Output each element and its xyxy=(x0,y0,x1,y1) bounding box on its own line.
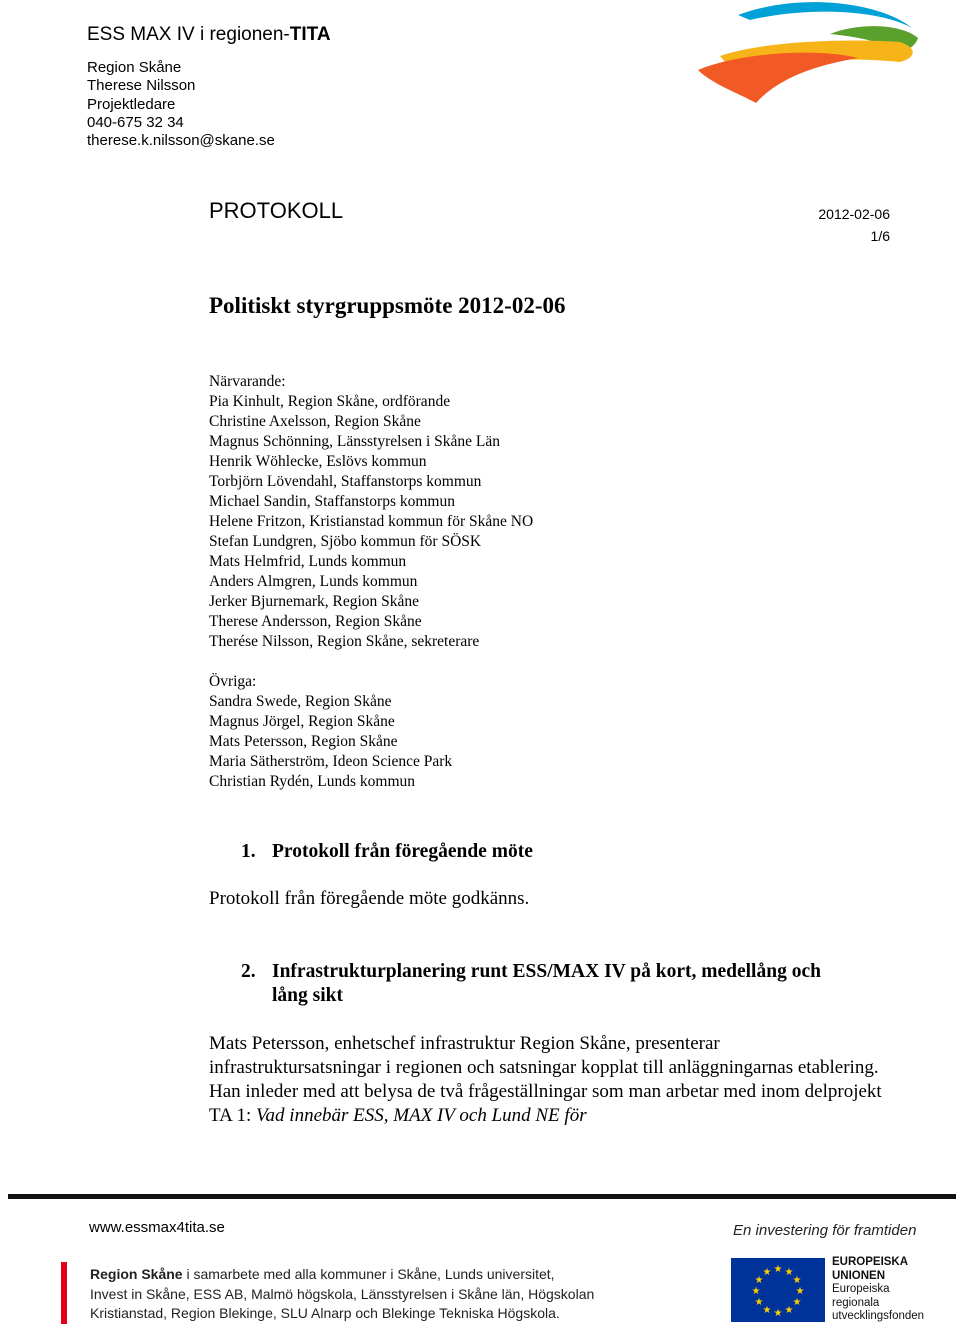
list-item: Therése Nilsson, Region Skåne, sekreterare xyxy=(209,633,480,650)
svg-text:★: ★ xyxy=(784,1305,794,1316)
svg-text:★: ★ xyxy=(795,1286,805,1297)
list-item: Sandra Swede, Region Skåne xyxy=(209,693,392,710)
svg-text:★: ★ xyxy=(754,1297,764,1308)
section-heading-text: Protokoll från föregående möte xyxy=(272,841,533,862)
section-number: 2. xyxy=(241,961,256,982)
contact-email[interactable]: therese.k.nilsson@skane.se xyxy=(87,132,275,150)
list-item: Henrik Wöhlecke, Eslövs kommun xyxy=(209,453,427,470)
document-type: PROTOKOLL xyxy=(209,198,344,223)
list-item: Christian Rydén, Lunds kommun xyxy=(209,773,416,790)
section-1-heading xyxy=(241,840,533,864)
svg-text:★: ★ xyxy=(762,1267,772,1278)
footer-divider xyxy=(8,1194,956,1199)
eu-line: Europeiska xyxy=(832,1283,890,1295)
region-skane-swoosh-logo xyxy=(690,0,930,110)
contact-organization: Region Skåne xyxy=(87,59,182,76)
project-title-bold: TITA xyxy=(289,24,331,45)
project-title-prefix: ESS MAX IV i regionen- xyxy=(87,24,290,45)
list-item: Pia Kinhult, Region Skåne, ordförande xyxy=(209,393,451,410)
contact-role: Projektledare xyxy=(87,95,176,113)
list-item: Michael Sandin, Staffanstorps kommun xyxy=(209,493,455,510)
svg-text:★: ★ xyxy=(792,1275,802,1286)
eu-line: regionala xyxy=(832,1296,880,1309)
eu-line: UNIONEN xyxy=(832,1269,886,1282)
contact-phone: 040-675 32 34 xyxy=(87,113,184,131)
document-date: 2012-02-06 xyxy=(818,206,890,222)
project-title xyxy=(87,24,331,46)
svg-text:★: ★ xyxy=(754,1275,764,1286)
section-2-body-italic: Vad innebär ESS, MAX IV och Lund NE för xyxy=(256,1105,587,1126)
footer-accent-bar xyxy=(61,1262,67,1324)
section-number: 1. xyxy=(241,841,256,862)
partners-line: Invest in Skåne, ESS AB, Malmö högskola, Länsstyrelsen i Skåne län, Högskolan xyxy=(90,1285,595,1302)
footer-partners xyxy=(90,1265,594,1324)
list-item: Stefan Lundgren, Sjöbo kommun för SÖSK xyxy=(209,533,482,550)
eu-line: EUROPEISKA xyxy=(832,1256,909,1268)
section-2-heading xyxy=(241,960,881,1008)
svg-text:★: ★ xyxy=(773,1264,783,1275)
section-2-body xyxy=(209,1032,889,1128)
section-1-body: Protokoll från föregående möte godkänns. xyxy=(209,888,530,909)
footer-url-link[interactable]: www.essmax4tita.se xyxy=(89,1219,225,1236)
contact-block xyxy=(87,59,275,150)
section-2-body-text: Mats Petersson, enhetschef infrastruktur Region Skåne, presenterar infrastruktursatsningar i regionen och satsningar kopplat till anläggningarnas etablering. Han inleder med att belysa de två frågeställningar som man arbetar med inom delprojekt TA 1: xyxy=(209,1033,882,1126)
list-item: Helene Fritzon, Kristianstad kommun för Skåne NO xyxy=(209,513,534,530)
list-item: Magnus Schönning, Länsstyrelsen i Skåne Län xyxy=(209,433,501,450)
svg-text:★: ★ xyxy=(762,1305,772,1316)
partners-lead: Region Skåne xyxy=(90,1266,183,1282)
attendees-label: Närvarande: xyxy=(209,373,286,390)
page-number: 1/6 xyxy=(870,228,890,244)
svg-text:★: ★ xyxy=(751,1286,761,1297)
partners-line: Kristianstad, Region Blekinge, SLU Alnarp och Blekinge Tekniska Högskola. xyxy=(90,1305,560,1321)
svg-text:★: ★ xyxy=(784,1267,794,1278)
footer-investment-tagline: En investering för framtiden xyxy=(733,1222,917,1239)
list-item: Magnus Jörgel, Region Skåne xyxy=(209,713,395,730)
others-list xyxy=(209,672,452,792)
svg-text:★: ★ xyxy=(773,1308,783,1319)
list-item: Jerker Bjurnemark, Region Skåne xyxy=(209,593,420,610)
list-item: Maria Sätherström, Ideon Science Park xyxy=(209,753,453,770)
section-heading-text: Infrastrukturplanering runt ESS/MAX IV på kort, medellång och xyxy=(272,961,821,982)
eu-fund-label xyxy=(832,1256,924,1324)
page-title: Politiskt styrgruppsmöte 2012-02-06 xyxy=(209,293,566,318)
list-item: Christine Axelsson, Region Skåne xyxy=(209,413,421,430)
list-item: Mats Helmfrid, Lunds kommun xyxy=(209,553,407,570)
svg-text:★: ★ xyxy=(792,1297,802,1308)
partners-line: i samarbete med alla kommuner i Skåne, Lunds universitet, xyxy=(182,1266,555,1282)
contact-name: Therese Nilsson xyxy=(87,77,196,95)
eu-line: utvecklingsfonden xyxy=(832,1310,925,1322)
section-heading-continuation: lång sikt xyxy=(272,985,343,1006)
list-item: Torbjörn Lövendahl, Staffanstorps kommun xyxy=(209,473,482,490)
others-label: Övriga: xyxy=(209,673,257,690)
eu-flag-icon xyxy=(731,1258,825,1322)
attendees-list xyxy=(209,372,533,652)
list-item: Mats Petersson, Region Skåne xyxy=(209,733,398,750)
list-item: Anders Almgren, Lunds kommun xyxy=(209,573,418,590)
list-item: Therese Andersson, Region Skåne xyxy=(209,613,422,630)
